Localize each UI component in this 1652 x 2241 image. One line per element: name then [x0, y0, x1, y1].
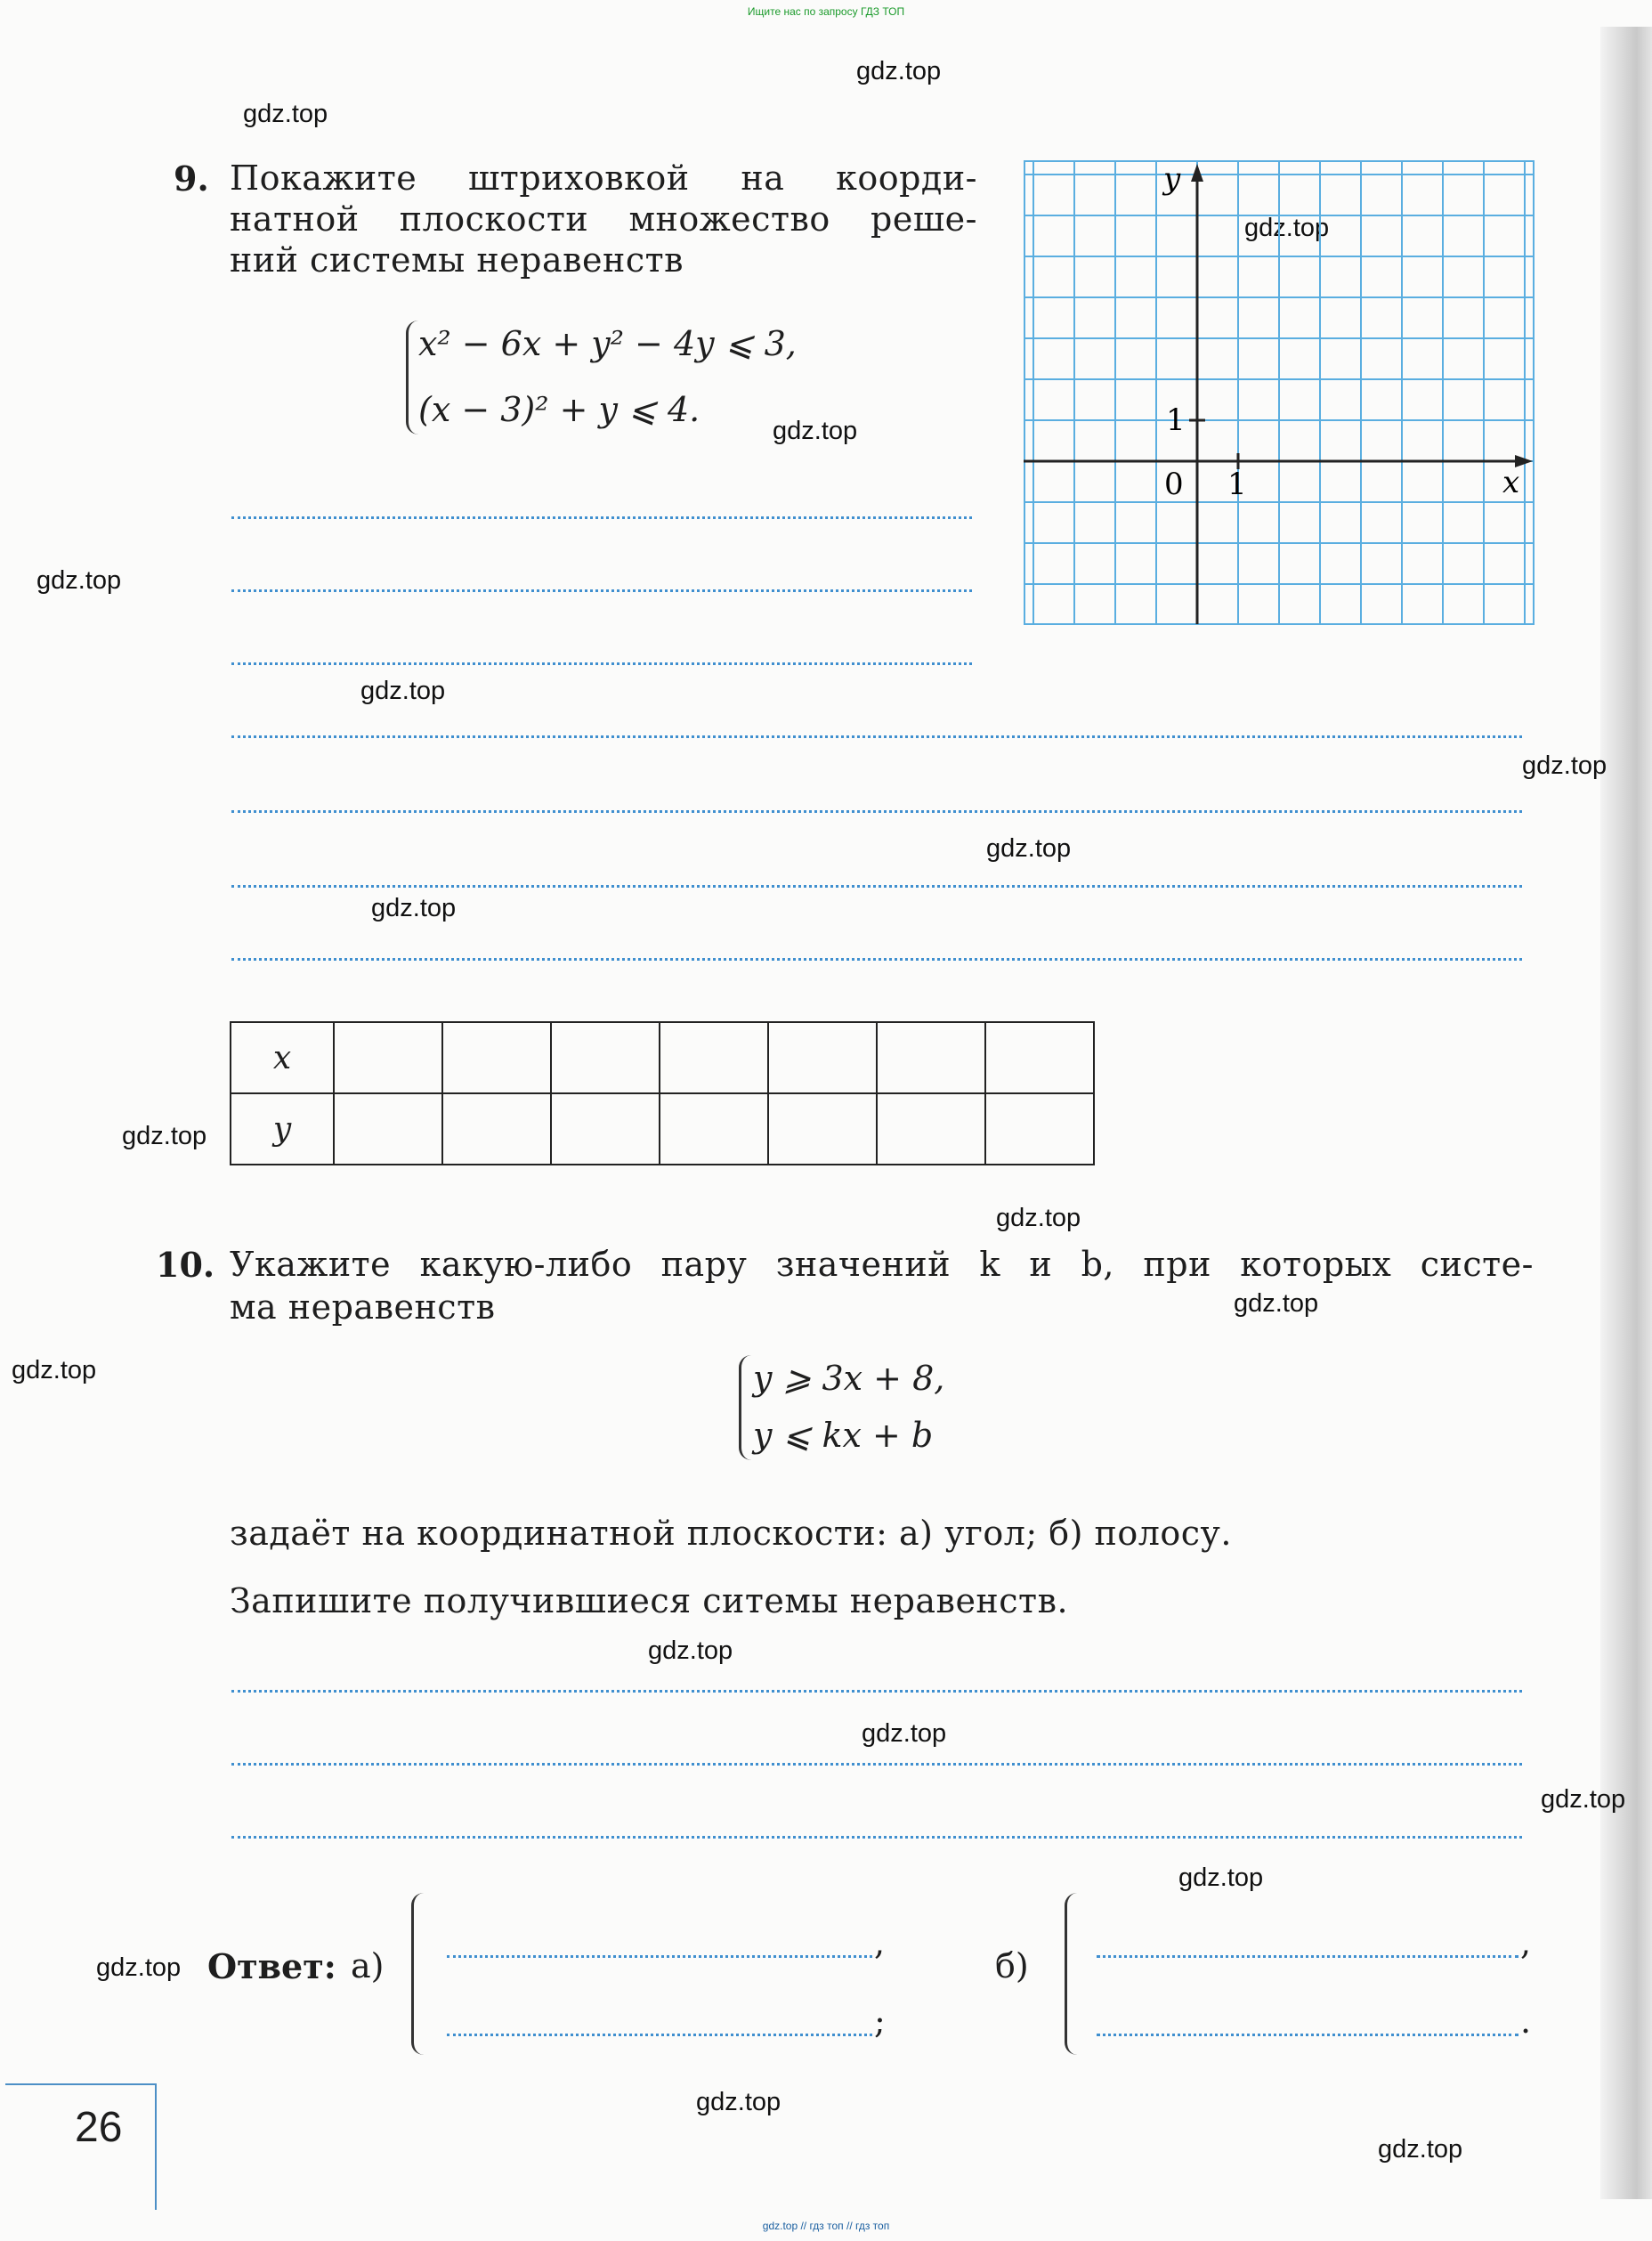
y-axis-arrow-icon	[1191, 164, 1203, 182]
watermark: gdz.top	[243, 100, 328, 128]
table-cell[interactable]	[768, 1093, 877, 1165]
watermark: gdz.top	[862, 1719, 947, 1748]
watermark: gdz.top	[648, 1636, 733, 1665]
table-cell[interactable]	[442, 1022, 551, 1093]
answer-line[interactable]	[231, 885, 1522, 888]
answer-b-brace	[1065, 1893, 1080, 2055]
table-header-y: y	[231, 1093, 334, 1165]
task9-inequality-2: (x − 3)² + y ⩽ 4.	[418, 390, 700, 429]
answer-b-dot: .	[1520, 2001, 1532, 2041]
watermark: gdz.top	[1234, 1289, 1319, 1318]
table-cell[interactable]	[985, 1022, 1094, 1093]
task10-text-line2: ма неравенств	[230, 1287, 496, 1327]
answer-a-comma: ,	[874, 1923, 886, 1962]
table-cell[interactable]	[768, 1022, 877, 1093]
task10-text-line3: задаёт на координатной плоскости: а) угол; б) полосу.	[230, 1514, 1232, 1553]
table-cell[interactable]	[551, 1022, 660, 1093]
answer-line[interactable]	[231, 1763, 1522, 1766]
answer-b-line-2[interactable]	[1097, 2034, 1518, 2036]
answer-b-label: б)	[995, 1946, 1029, 1985]
watermark: gdz.top	[1244, 214, 1330, 242]
origin-label: 0	[1164, 467, 1184, 502]
y-axis-label: y	[1163, 161, 1181, 197]
task10-text-line1: Укажите какую-либо пару значений k и b, при которых систе-	[230, 1245, 1534, 1284]
answer-line[interactable]	[231, 810, 1522, 813]
watermark: gdz.top	[36, 566, 122, 595]
bottom-note: gdz.top // гдз топ // гдз топ	[762, 2220, 890, 2232]
watermark: gdz.top	[371, 894, 457, 922]
task9-inequality-1: x² − 6x + y² − 4y ⩽ 3,	[418, 324, 797, 363]
values-table	[230, 1021, 1095, 1165]
watermark: gdz.top	[360, 677, 446, 705]
answer-a-brace	[411, 1893, 426, 2055]
table-cell[interactable]	[334, 1022, 442, 1093]
coordinate-grid	[1024, 160, 1540, 629]
answer-a-line-1[interactable]	[447, 1955, 872, 1958]
table-cell[interactable]	[442, 1093, 551, 1165]
answer-line[interactable]	[231, 1836, 1522, 1839]
watermark: gdz.top	[1178, 1863, 1264, 1892]
table-cell[interactable]	[985, 1093, 1094, 1165]
watermark: gdz.top	[986, 834, 1072, 863]
watermark: gdz.top	[1378, 2135, 1463, 2164]
watermark: gdz.top	[96, 1953, 182, 1982]
answer-line[interactable]	[231, 735, 1522, 738]
page-edge-shade	[1600, 27, 1652, 2199]
table-row-x	[231, 1022, 1094, 1093]
table-cell[interactable]	[551, 1093, 660, 1165]
answer-line[interactable]	[231, 958, 1522, 961]
task9-text-line2: натной плоскости множество реше-	[230, 199, 977, 239]
watermark: gdz.top	[996, 1204, 1081, 1232]
watermark: gdz.top	[1541, 1785, 1626, 1814]
x-axis-label: x	[1502, 465, 1520, 500]
watermark: gdz.top	[12, 1356, 97, 1384]
table-cell[interactable]	[660, 1093, 768, 1165]
answer-a-line-2[interactable]	[447, 2034, 872, 2036]
table-header-x: x	[231, 1022, 334, 1093]
page-number: 26	[75, 2104, 123, 2151]
task10-inequality-2: y ⩽ kx + b	[753, 1416, 934, 1455]
answer-line[interactable]	[231, 516, 972, 519]
x-tick-label: 1	[1227, 467, 1247, 502]
table-row-y	[231, 1093, 1094, 1165]
answer-a-label: а)	[351, 1946, 385, 1985]
table-cell[interactable]	[877, 1093, 985, 1165]
answer-a-semicolon: ;	[874, 2001, 886, 2041]
watermark: gdz.top	[856, 57, 942, 85]
watermark: gdz.top	[773, 417, 858, 445]
task10-inequality-1: y ⩾ 3x + 8,	[753, 1359, 945, 1398]
table-cell[interactable]	[334, 1093, 442, 1165]
answer-b-comma: ,	[1520, 1923, 1532, 1962]
task10-number: 10.	[156, 1245, 215, 1285]
answer-line[interactable]	[231, 1690, 1522, 1693]
y-tick-label: 1	[1166, 402, 1186, 438]
top-search-note: Ищите нас по запросу ГДЗ ТОП	[747, 5, 905, 18]
watermark: gdz.top	[1522, 751, 1607, 780]
watermark: gdz.top	[122, 1122, 207, 1150]
task9-number: 9.	[174, 158, 209, 199]
watermark: gdz.top	[696, 2088, 781, 2116]
table-cell[interactable]	[877, 1022, 985, 1093]
system-brace	[739, 1355, 754, 1460]
answer-b-line-1[interactable]	[1097, 1955, 1518, 1958]
table-cell[interactable]	[660, 1022, 768, 1093]
answer-label: Ответ:	[207, 1946, 336, 1986]
task10-text-line4: Запишите получившиеся ситемы неравенств.	[230, 1581, 1069, 1620]
task9-text-line1: Покажите штриховкой на коорди-	[230, 158, 977, 198]
answer-line[interactable]	[231, 589, 972, 592]
task9-text-line3: ний системы неравенств	[230, 240, 684, 280]
answer-line[interactable]	[231, 662, 972, 665]
